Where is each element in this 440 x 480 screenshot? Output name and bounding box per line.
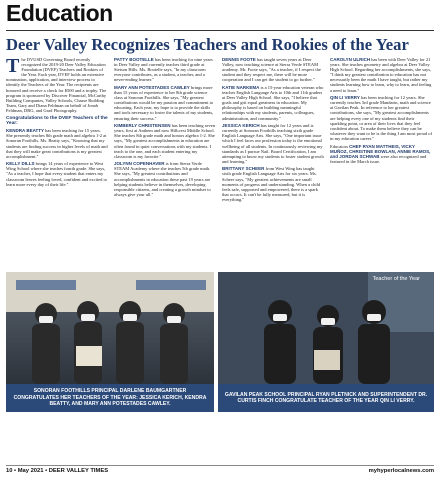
photo-illustration — [6, 272, 214, 384]
column-1 — [6, 57, 108, 269]
entry-paragraph: JOLYNN COPENHAVER is from Sierra Verde STEAM Academy where she teaches 5th grade math. She says, "My greatest contributions and accomplishments in education these past 19 years are helping students believe in themselves, developing responsible citizens, and creating a growth mindset to always give your all." — [114, 161, 211, 197]
congrats-subhead: Congratulations to the DVEF Teachers of the Year: — [6, 115, 108, 126]
entry-paragraph: KENDRA BEATTY has been teaching for 15 years. She presently teaches 8th grade math and algebra 1-2 at Sonoran Foothills. Ms. Beatty says, "Knowing that my students are finding success in higher levels of math and that they will make great contributions is my greatest accomplishment." — [6, 128, 108, 159]
entry-paragraph: KATIE NARKEMA is a 15-year education veteran who teaches English Language Arts to 10th and 11th graders at Deer Valley High School. She says, "I believe that goals and grit equal greatness in education. My philosophy is based on building meaningful relationships with my students, parents, colleagues, administration, and community." — [222, 84, 324, 121]
intro-paragraph — [6, 57, 108, 113]
drop-cap: T — [6, 57, 20, 77]
column-3 — [222, 57, 324, 269]
photo-sign-text: Teacher of the Year — [372, 276, 420, 282]
caption-right: GAVILAN PEAK SCHOOL PRINCIPAL RYAN PLETNICK AND SUPERINTENDENT DR. CURTIS FINCH CONGRATULATE TEACHER OF THE YEAR QIN LI VERRY. — [218, 384, 434, 412]
section-title: Education — [6, 0, 113, 26]
entry-paragraph: QIN LI VERRY has been teaching for 12 years. She currently teaches 3rd grade Mandarin, math and science at Gavilan Peak. In reference to her greatest contributions, she says, "My greatest accomplishments are helping every one of my students find their sparkling point, or area of their lives that they feel confident about. To make them believe they can be whatever they want to be is the thing I am most proud of in my education career." — [330, 95, 432, 141]
entry-paragraph: DENNIS FOOTE has taught seven years at Deer Valley, now teaching science at Sierra Verde STEAM academy. Mr. Foote says, "As a teacher, if I respect the student and they respect me, there will be more cooperation and I can get the student to go further." — [222, 57, 321, 83]
photo-gavilan-peak — [218, 272, 434, 384]
closing-paragraph: Educators CHEF RYAN MATTHEIS, VICKY MUÑOZ, CHRISTINE BOWLAN, ANNIE RAMOS, and JORDAN SCHWAB were also recognized and featured in the March issue. — [330, 143, 431, 164]
section-divider — [6, 30, 434, 31]
entry-paragraph: JESSICA KERICH has taught for 12 years and is currently at Sonoran Foothills teaching sixth grade English Language Arts. She says, "One important issue which I feel faces our profession today is the emotional wellbeing of all students. In continuously reviewing my standards as I pursue Natl. Board Certification, I am attempting to know my students to foster student growth and learning." — [222, 123, 324, 164]
article-headline: Deer Valley Recognizes Teachers and Rookies of the Year — [6, 35, 409, 54]
column-4 — [330, 57, 432, 269]
intro-text: he DVUSD Governing Board recently recognized the 2019-20 Deer Valley Education Foundation (DVEF) Teachers and Rookies of the Year. Each year, DVEF holds an extensive nomination, application, and interview process to identify the Teachers of the Year. The recipients are honored and receive a check for $500 and a trophy. The program is sponsored by Discover Financial, McCarthy Building Companies, Valley Schools, Chasse Building Team, Gary and Diana Feldman on behalf of Jonah Feldman, DRG, and Grad Photography. — [6, 57, 107, 113]
column-2 — [114, 57, 216, 269]
footer-folio: 10 • May 2021 • DEER VALLEY TIMES — [6, 468, 109, 474]
entry-paragraph: CAROLYN ULRICH has been with Deer Valley for 21 years. She teaches geometry and algebra at Deer Valley High School. Regarding her accomplishments, she says, "I think my greatest contribution to education has not necessarily been the math I have taught, but rather my students learning how to learn, why to learn, and feeling a need to learn." — [330, 57, 432, 93]
entry-paragraph: KIMBERLY CHRISTENSEN has been teaching seven years, first at Anthem and now Hillcrest Middle School. She teaches 8th grade math and honors algebra 1-2. She says, "My greatest accomplishments in education are often found in quiet conversations with my students. I teach to the one, and each student entering my classroom is my favorite." — [114, 123, 215, 159]
footer-url: myhyperlocalnews.com — [368, 468, 434, 474]
entry-paragraph: PATTY BOOTELLE has been teaching for nine years in Deer Valley and currently teaches third grade at Stetson Hills. Ms. Bootelle says, "In my classroom everyone contributes, as a student, a teacher, and a never-ending learner." — [114, 57, 213, 83]
entry-paragraph: BRITTANY SCHEER from West Wing has taught sixth grade English Language Arts for six years. Ms. Scheer says, "My greatest achievements are small moments of progress and understanding. When a child feels safe, supported and empowered, there is a spark that occurs. It can't be fully measured, but it is everything." — [222, 166, 321, 202]
photo-illustration — [218, 272, 434, 384]
footer-divider — [6, 465, 434, 466]
page-footer — [6, 468, 434, 474]
photo-sonoran-foothills — [6, 272, 214, 384]
entry-paragraph: MARY ANN POTESTADES CAWLEY brings more than 15 years of experience to her 8th grade science class at Sonoran Foothills. She says, "My greatest contributions would be my passion and commitment to educating. Each year, my hope is to provide the skills and tools necessary to foster the talents of my students, ensuring their success." — [114, 84, 214, 121]
entry-paragraph: KELLY DILLS brings 14 years of experience to West Wing School where she teaches fourth grade. She says, "As a teacher, I hope that every student that enters my classroom leaves feeling loved, confident and excited to learn more every day of their life." — [6, 161, 107, 187]
article-body — [6, 57, 434, 269]
caption-left: SONORAN FOOTHILLS PRINCIPAL DARLENE BAUMGARTNER CONGRATULATES HER TEACHERS OF THE YEAR: JESSICA KERICH, KENDRA BEATTY, AND MARY ANN POTESTADES CAWLEY. — [6, 384, 214, 412]
